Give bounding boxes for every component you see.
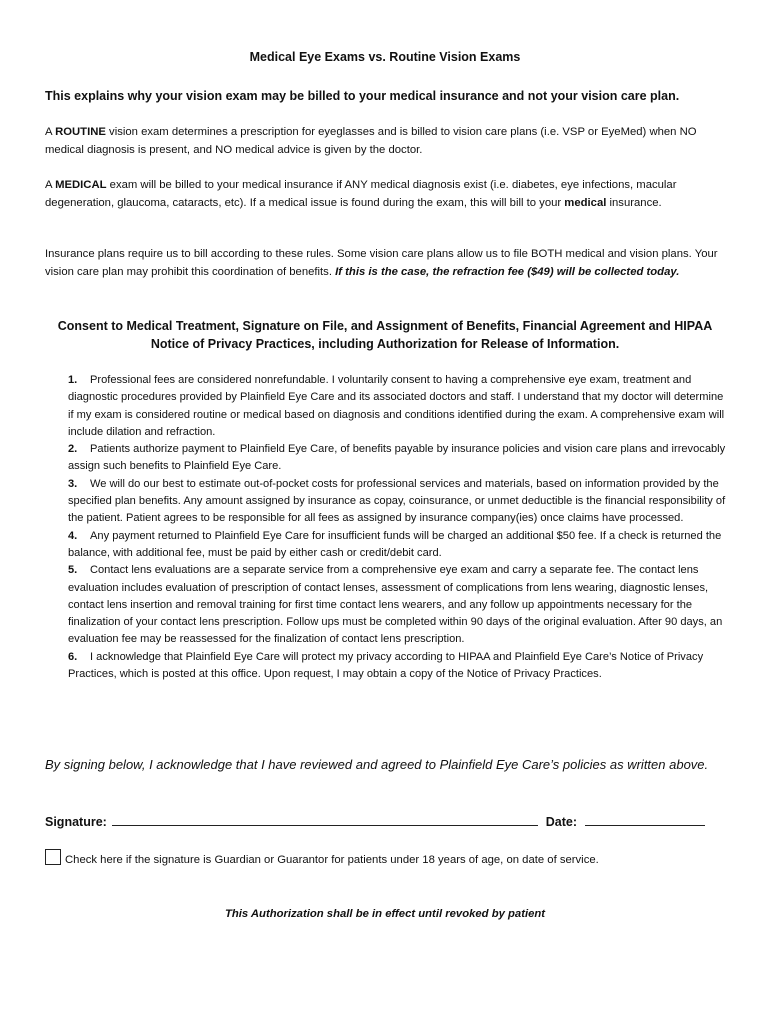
guardian-check-row — [45, 849, 735, 869]
medical-text-2: insurance. — [606, 196, 662, 209]
insurance-rules-text: Insurance plans require us to bill according to these rules. Some vision care plans allow us to file BOTH medical and vision plans. Your vision care plan may prohibit this coordination of benefits. — [45, 248, 718, 278]
guardian-check-label: Check here if the signature is Guardian or Guarantor for patients under 18 years of age, on date of service. — [65, 854, 599, 866]
routine-keyword: ROUTINE — [55, 126, 106, 138]
item-number: 2. — [68, 443, 78, 456]
signature-field[interactable] — [112, 813, 538, 826]
list-item — [68, 372, 728, 441]
signature-row — [45, 813, 735, 831]
authorization-footer: This Authorization shall be in effect until revoked by patient — [224, 908, 546, 920]
page-subtitle: This explains why your vision exam may be billed to your medical insurance and not your vision care plan. — [45, 89, 680, 103]
medical-keyword: MEDICAL — [55, 179, 107, 191]
routine-exam-paragraph — [45, 124, 735, 159]
list-item — [68, 476, 728, 528]
insurance-rules-paragraph — [45, 246, 735, 281]
refraction-fee-notice: If this is the case, the refraction fee ($49) will be collected today. — [335, 265, 680, 278]
consent-terms-list — [68, 372, 728, 683]
item-number: 3. — [68, 477, 78, 490]
routine-text: vision exam determines a prescription for eyeglasses and is billed to vision care plans (i.e. VSP or EyeMed) when NO medical diagnosis is present, and NO medical advice is given by the doctor. — [45, 126, 697, 156]
consent-heading: Consent to Medical Treatment, Signature on File, and Assignment of Benefits, Financial Agreement and HIPAA Notice of Privacy Practices, including Authorization for Release of Information. — [57, 319, 713, 351]
item-text: Any payment returned to Plainfield Eye Care for insufficient funds will be charged an additional $50 fee. If a check is returned the balance, with additional fee, must be paid by either cash or credit/debit card. — [68, 529, 722, 559]
medical-exam-paragraph — [45, 177, 735, 212]
list-item — [68, 528, 728, 563]
list-item — [68, 649, 728, 684]
page-title: Medical Eye Exams vs. Routine Vision Exams — [249, 50, 521, 64]
date-label: Date: — [545, 815, 578, 829]
item-text: I acknowledge that Plainfield Eye Care will protect my privacy according to HIPAA and Plainfield Eye Care’s Notice of Privacy Practices, which is posted at this office. Upon request, I may obtain a copy of the Notice of Privacy Practices. — [68, 650, 704, 681]
date-field[interactable] — [585, 813, 705, 826]
item-text: We will do our best to estimate out-of-pocket costs for professional services and materials, based on information provided by the specified plan benefits. Any amount assigned by insurance as copay, coinsurance, or unmet deductible is the financial responsibility of the patient. Patient agrees to be responsible for all fees as assigned by insurance company(ies) once claims have processed. — [68, 477, 726, 525]
item-number: 6. — [68, 650, 78, 663]
medical-keyword-2: medical — [564, 196, 607, 209]
medical-prefix: A — [45, 179, 56, 191]
item-text: Professional fees are considered nonrefundable. I voluntarily consent to having a comprehensive eye exam, treatment and diagnostic procedures provided by Plainfield Eye Care and its associated doctors and staff. I understand that my doctor will determine if my exam is considered routine or medical based on diagnosis and conditions identified during the exam. A comprehensive exam will include dilation and refraction. — [68, 374, 725, 438]
item-number: 5. — [68, 564, 78, 577]
acknowledgement-statement: By signing below, I acknowledge that I have reviewed and agreed to Plainfield Eye Care’s policies as written above. — [45, 757, 709, 772]
signature-label: Signature: — [45, 815, 107, 829]
item-number: 1. — [68, 374, 78, 386]
list-item — [68, 441, 728, 476]
routine-prefix: A — [45, 126, 56, 138]
guardian-checkbox[interactable] — [45, 849, 61, 865]
medical-text: exam will be billed to your medical insurance if ANY medical diagnosis exist (i.e. diabetes, eye infections, macular degeneration, glaucoma, cataracts, etc). If a medical issue is found during the exam, this will bill to your — [45, 179, 677, 209]
item-text: Contact lens evaluations are a separate service from a comprehensive eye exam and carry a separate fee. The contact lens evaluation includes evaluation of prescription of contact lenses, assessment of complications from lens wearing, diagnostic lenses, contact lens insertion and removal training for first time contact lens wearers, and any follow up appointments necessary for the finalization of your contact lens prescription. Follow ups must be completed within 90 days of the original evaluation. After 90 days, an evaluation fee may be reassessed for the finalization of contact lens prescription. — [68, 564, 723, 646]
item-number: 4. — [68, 529, 78, 542]
list-item — [68, 562, 728, 648]
item-text: Patients authorize payment to Plainfield Eye Care, of benefits payable by insurance policies and vision care plans and irrevocably assign such benefits to Plainfield Eye Care. — [68, 443, 726, 473]
